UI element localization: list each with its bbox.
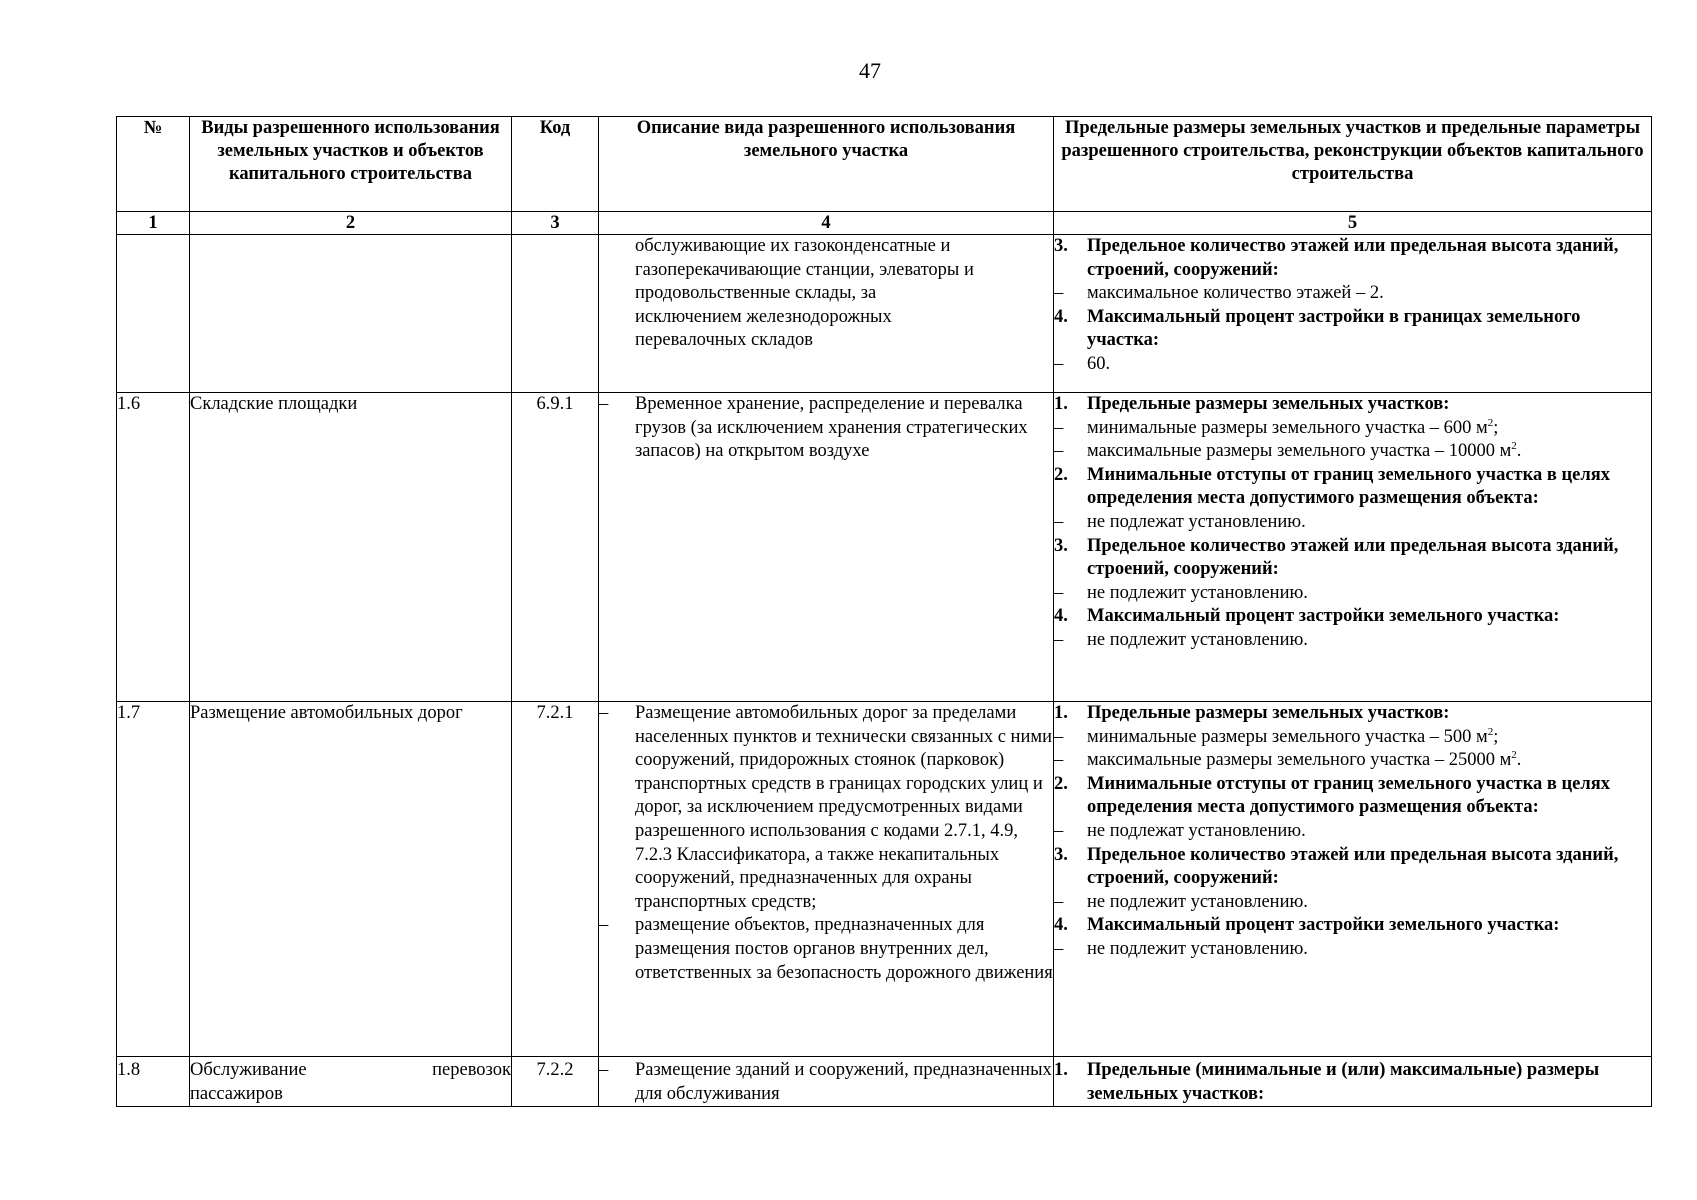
row-number <box>117 235 190 393</box>
description-marker: – <box>599 915 609 936</box>
header-no: № <box>117 117 190 212</box>
param-marker: – <box>1054 441 1064 462</box>
param-item <box>1054 773 1651 820</box>
row-type: Складские площадки <box>190 393 512 702</box>
table-row <box>117 393 1652 702</box>
param-text: Предельное количество этажей или предельная высота зданий, строений, сооружений: <box>1087 535 1619 580</box>
row-type-word: Обслуживание <box>190 1060 307 1080</box>
param-item <box>1054 535 1651 582</box>
param-text: максимальные размеры земельного участка – 10000 м <box>1087 441 1512 462</box>
param-marker: 3. <box>1054 535 1068 556</box>
column-number: 3 <box>512 212 599 235</box>
param-item <box>1054 914 1651 938</box>
param-text: Предельные размеры земельных участков: <box>1087 703 1450 723</box>
param-text: Максимальный процент застройки земельного участка: <box>1087 915 1560 936</box>
description-line: перевалочных складов <box>635 330 813 351</box>
param-item <box>1054 235 1651 282</box>
param-text: минимальные размеры земельного участка – 600 м <box>1087 417 1488 438</box>
param-item <box>1054 820 1651 844</box>
row-number: 1.7 <box>117 702 190 1057</box>
param-text: Предельные размеры земельных участков: <box>1087 394 1450 414</box>
param-text: Максимальный процент застройки земельного участка: <box>1087 606 1560 627</box>
param-item <box>1054 306 1651 353</box>
param-text: Минимальные отступы от границ земельного участка в целях определения места допустимого размещения объекта: <box>1087 773 1610 818</box>
param-marker: 3. <box>1054 236 1068 256</box>
row-params <box>1054 702 1652 1057</box>
row-description <box>599 393 1054 702</box>
param-item <box>1054 393 1651 417</box>
superscript: 2 <box>1487 725 1494 738</box>
description-text: Размещение зданий и сооружений, предназначенных для обслуживания <box>635 1060 1052 1104</box>
param-marker: – <box>1054 582 1064 603</box>
superscript: 2 <box>1511 749 1517 762</box>
row-number: 1.8 <box>117 1057 190 1107</box>
row-code: 6.9.1 <box>512 393 599 702</box>
column-number-row <box>117 212 1652 235</box>
column-number: 5 <box>1054 212 1652 235</box>
param-marker: – <box>1054 629 1064 650</box>
param-text: Максимальный процент застройки в границах земельного участка: <box>1087 306 1581 351</box>
param-marker: 3. <box>1054 844 1068 865</box>
row-type <box>190 235 512 393</box>
param-marker: – <box>1054 353 1064 374</box>
description-marker: – <box>599 703 609 723</box>
param-text: не подлежит установлению. <box>1087 582 1308 603</box>
param-text: Предельное количество этажей или предельная высота зданий, строений, сооружений: <box>1087 844 1619 889</box>
param-marker: 1. <box>1054 703 1068 723</box>
param-item <box>1054 282 1651 306</box>
param-text: не подлежат установлению. <box>1087 820 1306 841</box>
param-item <box>1054 582 1651 606</box>
param-item <box>1054 417 1651 441</box>
row-params <box>1054 393 1652 702</box>
param-item <box>1054 749 1651 773</box>
row-type-line: пассажиров <box>190 1083 283 1104</box>
description-line: газоперекачивающие станции, элеваторы и <box>635 259 974 280</box>
description-line: исключением железнодорожных <box>635 306 892 327</box>
row-code: 7.2.2 <box>512 1057 599 1107</box>
description-marker: – <box>599 394 609 414</box>
param-text: Минимальные отступы от границ земельного участка в целях определения места допустимого размещения объекта: <box>1087 464 1610 509</box>
param-text: максимальные размеры земельного участка – 25000 м <box>1087 750 1512 771</box>
param-tail: . <box>1516 750 1522 771</box>
description-item <box>599 1059 1053 1106</box>
param-tail: ; <box>1493 417 1499 438</box>
param-item <box>1054 702 1651 726</box>
param-item <box>1054 1059 1651 1106</box>
description-item <box>599 702 1053 914</box>
param-tail: ; <box>1493 726 1499 747</box>
description-text: размещение объектов, предназначенных для размещения постов органов внутренних дел, ответственных за безопасность дорожного движения <box>635 915 1053 983</box>
param-marker: 1. <box>1054 1060 1068 1080</box>
param-text: максимальное количество этажей – 2. <box>1087 283 1384 304</box>
header-row <box>117 117 1652 212</box>
row-params <box>1054 1057 1652 1107</box>
row-description <box>599 235 1054 393</box>
param-item <box>1054 353 1651 377</box>
param-item <box>1054 511 1651 535</box>
table-row <box>117 235 1652 393</box>
column-number: 2 <box>190 212 512 235</box>
param-marker: – <box>1054 750 1064 771</box>
param-item <box>1054 464 1651 511</box>
row-number: 1.6 <box>117 393 190 702</box>
param-marker: 4. <box>1054 606 1068 627</box>
description-text: Временное хранение, распределение и перевалка грузов (за исключением хранения стратегических запасов) на открытом воздухе <box>635 394 1028 462</box>
param-marker: – <box>1054 938 1064 959</box>
param-marker: 4. <box>1054 915 1068 936</box>
row-code <box>512 235 599 393</box>
param-text: не подлежит установлению. <box>1087 629 1308 650</box>
page-number: 47 <box>859 58 881 83</box>
param-marker: 4. <box>1054 306 1068 327</box>
row-description <box>599 702 1054 1057</box>
param-text: Предельное количество этажей или предельная высота зданий, строений, сооружений: <box>1087 236 1619 280</box>
superscript: 2 <box>1511 440 1517 453</box>
param-text: не подлежат установлению. <box>1087 511 1306 532</box>
param-item <box>1054 605 1651 629</box>
param-marker: 2. <box>1054 773 1068 794</box>
param-item <box>1054 844 1651 891</box>
param-item <box>1054 440 1651 464</box>
param-marker: – <box>1054 891 1064 912</box>
row-params <box>1054 235 1652 393</box>
row-type: Размещение автомобильных дорог <box>190 702 512 1057</box>
param-item <box>1054 726 1651 750</box>
row-description <box>599 1057 1054 1107</box>
description-line: обслуживающие их газоконденсатные и <box>635 236 951 256</box>
param-tail: . <box>1516 441 1522 462</box>
row-code: 7.2.1 <box>512 702 599 1057</box>
param-marker: – <box>1054 511 1064 532</box>
row-type <box>190 1057 512 1107</box>
description-text: Размещение автомобильных дорог за пределами населенных пунктов и технически связанных с ними сооружений, придорожных стоянок (парковок) транспортных средств в границах городских улиц и дорог, за исключением предусмотренных видами разрешенного использования с кодами 2.7.1, 4.9, 7.2.3 Классификатора, а также некапитальных сооружений, предназначенных для охраны транспортных средств; <box>635 703 1052 912</box>
param-text: не подлежит установлению. <box>1087 938 1308 959</box>
superscript: 2 <box>1487 416 1494 429</box>
description-item <box>599 393 1053 464</box>
header-type: Виды разрешенного использования земельных участков и объектов капитального строительства <box>190 117 512 212</box>
param-marker: 2. <box>1054 464 1068 485</box>
description-line: продовольственные склады, за <box>635 283 877 304</box>
description-marker: – <box>599 1060 609 1080</box>
table-row <box>117 702 1652 1057</box>
row-type-word: перевозок <box>432 1060 511 1080</box>
param-marker: – <box>1054 820 1064 841</box>
column-number: 4 <box>599 212 1054 235</box>
table-row <box>117 1057 1652 1107</box>
param-item <box>1054 891 1651 915</box>
param-item <box>1054 629 1651 653</box>
param-text: 60. <box>1087 353 1111 374</box>
header-code: Код <box>512 117 599 212</box>
param-marker: – <box>1054 417 1064 438</box>
param-marker: – <box>1054 726 1064 747</box>
param-marker: 1. <box>1054 394 1068 414</box>
param-marker: – <box>1054 283 1064 304</box>
param-item <box>1054 938 1651 962</box>
header-description: Описание вида разрешенного использования земельного участка <box>599 117 1054 212</box>
param-text: не подлежит установлению. <box>1087 891 1308 912</box>
land-use-regulations-table <box>116 116 1652 1107</box>
column-number: 1 <box>117 212 190 235</box>
header-params: Предельные размеры земельных участков и предельные параметры разрешенного строительства, реконструкции объектов капитального строительства <box>1054 117 1652 212</box>
param-text: Предельные (минимальные и (или) максимальные) размеры земельных участков: <box>1087 1060 1600 1104</box>
description-item <box>599 914 1053 985</box>
param-text: минимальные размеры земельного участка – 500 м <box>1087 726 1488 747</box>
